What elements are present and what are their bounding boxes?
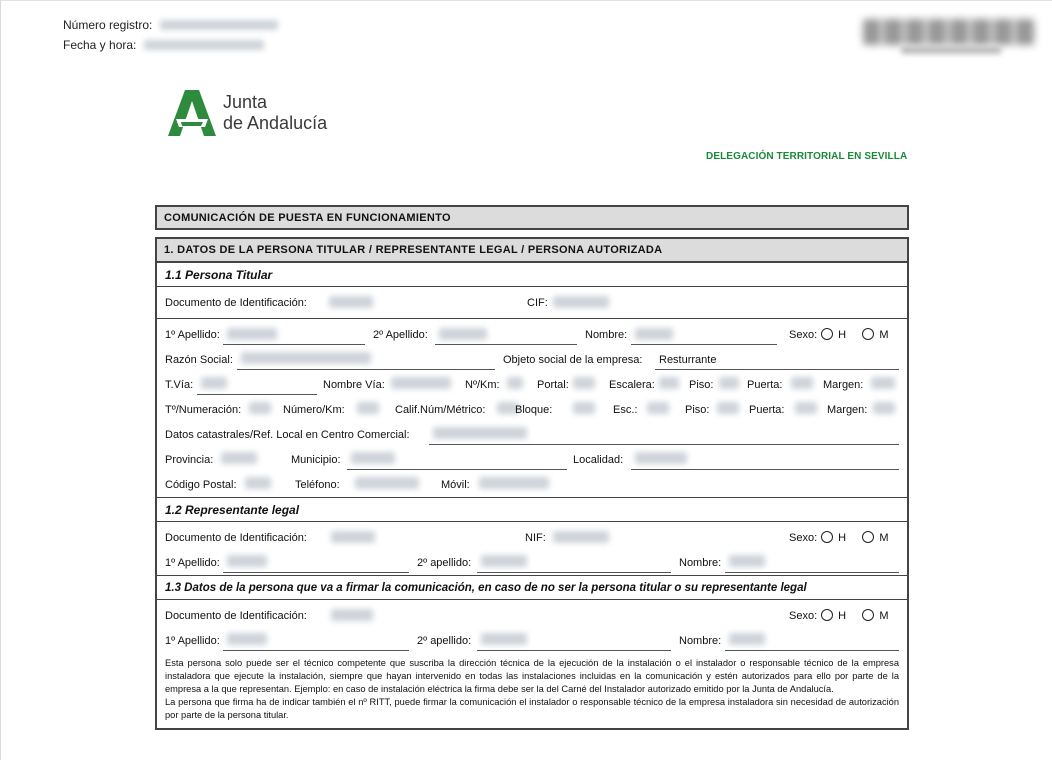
titular-apellido1-label: 1º Apellido: xyxy=(165,329,220,341)
representante-doc-label: Documento de Identificación: xyxy=(165,532,307,544)
titular-catastro-line xyxy=(429,444,899,445)
titular-localidad-line xyxy=(631,469,899,470)
titular-bloque-value xyxy=(573,402,595,414)
firmante-apellido1-label: 1º Apellido: xyxy=(165,635,220,647)
representante-name-row xyxy=(157,550,907,576)
firmante-name-row xyxy=(157,628,907,653)
firmante-sexo-m-radio[interactable] xyxy=(862,609,874,621)
titular-razon-row xyxy=(157,347,907,372)
firmante-sexo-m-label: M xyxy=(879,610,889,622)
titular-catastro-label: Datos catastrales/Ref. Local en Centro Comercial: xyxy=(165,429,410,441)
titular-apellido1-value xyxy=(227,328,277,340)
titular-objeto-line xyxy=(655,369,899,370)
titular-telefono-value xyxy=(355,477,419,489)
firmante-apellido1-value xyxy=(227,633,267,645)
firmante-apellido2-label: 2º apellido: xyxy=(417,635,472,647)
titular-tnum-value xyxy=(249,402,271,414)
titular-movil-label: Móvil: xyxy=(441,479,470,491)
form xyxy=(155,205,909,730)
representante-nombre-line xyxy=(725,572,899,573)
titular-calif-label: Calif.Núm/Métrico: xyxy=(395,404,486,416)
titular-bloque-label: Bloque: xyxy=(515,404,553,416)
representante-sexo-h-label: H xyxy=(838,532,847,544)
titular-telefono-label: Teléfono: xyxy=(295,479,340,491)
titular-cif-label: CIF: xyxy=(527,297,548,309)
titular-num-row xyxy=(157,397,907,422)
titular-movil-value xyxy=(479,477,549,489)
firmante-sexo-h-radio[interactable] xyxy=(821,609,833,621)
titular-portal-label: Portal: xyxy=(537,379,569,391)
titular-tnum-label: Tº/Numeración: xyxy=(165,404,242,416)
section1-header: 1. DATOS DE LA PERSONA TITULAR / REPRESENTANTE LEGAL / PERSONA AUTORIZADA xyxy=(155,237,909,263)
titular-sexo-label: Sexo: xyxy=(789,329,818,341)
representante-sexo-h-radio[interactable] xyxy=(821,531,833,543)
representante-sexo-m-label: M xyxy=(879,532,889,544)
titular-esc-label: Esc.: xyxy=(613,404,638,416)
representante-apellido1-line xyxy=(223,572,409,573)
titular-nombre-line xyxy=(631,344,777,345)
titular-sexo-m-label: M xyxy=(879,329,889,341)
firmante-sexo xyxy=(789,609,889,622)
firmante-doc-value xyxy=(331,609,373,621)
registro-stamp-caption xyxy=(901,46,1001,54)
logo-line2: de Andalucía xyxy=(223,113,328,133)
titular-puerta-label: Puerta: xyxy=(747,379,783,391)
titular-razon-line xyxy=(237,369,495,370)
firmante-heading: 1.3 Datos de la persona que va a firmar la comunicación, en caso de no ser la persona titular o su representante legal xyxy=(157,576,907,600)
titular-doc-row xyxy=(157,287,907,319)
titular-sexo xyxy=(789,328,889,341)
junta-andalucia-logo xyxy=(167,89,327,137)
titular-doc-label: Documento de Identificación: xyxy=(165,297,307,309)
form-title: COMUNICACIÓN DE PUESTA EN FUNCIONAMIENTO xyxy=(155,205,909,230)
firmante-apellido2-line xyxy=(477,650,671,651)
titular-esc-value xyxy=(647,402,669,414)
representante-apellido1-value xyxy=(227,555,267,567)
titular-puerta-value xyxy=(791,377,813,389)
titular-tvia-label: T.Vía: xyxy=(165,379,194,391)
titular-margen2-value xyxy=(873,402,895,414)
titular-portal-value xyxy=(573,377,595,389)
titular-localidad-label: Localidad: xyxy=(573,454,624,466)
representante-doc-row xyxy=(157,522,907,550)
titular-tvia-line xyxy=(197,394,317,395)
titular-tvia-value xyxy=(201,377,227,389)
titular-catastro-row xyxy=(157,422,907,447)
firmante-note xyxy=(157,653,907,728)
titular-municipio-value xyxy=(351,452,395,464)
titular-via-row xyxy=(157,372,907,397)
titular-numkm-label: Número/Km: xyxy=(283,404,345,416)
junta-logo-icon xyxy=(167,89,217,137)
titular-sexo-h-label: H xyxy=(838,329,847,341)
representante-apellido2-label: 2º apellido: xyxy=(417,557,472,569)
representante-nif-value xyxy=(553,531,609,543)
representante-apellido1-label: 1º Apellido: xyxy=(165,557,220,569)
representante-nombre-label: Nombre: xyxy=(679,557,722,569)
titular-margen2-label: Margen: xyxy=(827,404,868,416)
titular-razon-value xyxy=(241,352,371,364)
titular-localidad-value xyxy=(635,452,687,464)
numero-registro-label: Número registro: xyxy=(63,18,153,32)
titular-doc-value xyxy=(329,296,373,308)
titular-nkm-label: Nº/Km: xyxy=(465,379,500,391)
titular-piso2-label: Piso: xyxy=(685,404,710,416)
representante-sexo-m-radio[interactable] xyxy=(862,531,874,543)
titular-escalera-label: Escalera: xyxy=(609,379,655,391)
titular-apellido1-line xyxy=(223,344,365,345)
titular-piso-value xyxy=(719,377,739,389)
firmante-nombre-line xyxy=(725,650,899,651)
titular-municipio-label: Municipio: xyxy=(291,454,341,466)
registro-block xyxy=(63,15,278,55)
representante-sexo xyxy=(789,531,889,544)
numero-registro-value xyxy=(160,20,278,30)
registro-stamp xyxy=(863,19,1035,45)
representante-nombre-value xyxy=(729,555,765,567)
firmante-sexo-label: Sexo: xyxy=(789,610,818,622)
firmante-sexo-h-label: H xyxy=(838,610,847,622)
titular-cp-label: Código Postal: xyxy=(165,479,237,491)
titular-provincia-value xyxy=(221,452,257,464)
titular-catastro-value xyxy=(433,427,527,439)
titular-numkm-value xyxy=(357,402,379,414)
firmante-nombre-label: Nombre: xyxy=(679,635,722,647)
titular-apellido2-label: 2º Apellido: xyxy=(373,329,428,341)
titular-sexo-h-radio[interactable] xyxy=(821,328,833,340)
titular-nombre-label: Nombre: xyxy=(585,329,628,341)
titular-puerta2-value xyxy=(795,402,817,414)
titular-heading: 1.1 Persona Titular xyxy=(157,263,907,287)
titular-cif-value xyxy=(553,296,609,308)
fecha-hora-label: Fecha y hora: xyxy=(63,38,137,52)
representante-nif-label: NIF: xyxy=(525,532,546,544)
titular-objeto-value: Resturrante xyxy=(659,354,717,366)
representante-sexo-label: Sexo: xyxy=(789,532,818,544)
titular-objeto-label: Objeto social de la empresa: xyxy=(503,354,643,366)
titular-piso-label: Piso: xyxy=(689,379,714,391)
representante-apellido2-value xyxy=(481,555,527,567)
firmante-doc-row xyxy=(157,600,907,628)
fecha-hora-value xyxy=(144,40,264,50)
titular-nkm-value xyxy=(507,377,523,389)
section1-body xyxy=(155,263,909,730)
representante-apellido2-line xyxy=(477,572,671,573)
logo-line1: Junta xyxy=(223,92,268,112)
firmante-note-1: Esta persona solo puede ser el técnico competente que suscriba la dirección técnica de la ejecución de la instalación o el instalador o responsable técnico de la empresa instaladora que ejecute la instalación, siempre que hayan intervenido en todas las instalaciones incluidas en la comunicación y estén autorizados para ello por parte de la empresa a la que representan. Ejemplo: en caso de instalación eléctrica la firma debe ser la del Carné del Instalador autorizado emitido por la Junta de Andalucía. xyxy=(165,658,899,694)
titular-nombre-via-value xyxy=(391,377,451,389)
titular-razon-label: Razón Social: xyxy=(165,354,233,366)
titular-cp-value xyxy=(245,477,271,489)
titular-contacto-row xyxy=(157,472,907,498)
titular-provincia-row xyxy=(157,447,907,472)
firmante-doc-label: Documento de Identificación: xyxy=(165,610,307,622)
representante-heading: 1.2 Representante legal xyxy=(157,498,907,522)
titular-apellido2-value xyxy=(439,328,487,340)
titular-apellido2-line xyxy=(435,344,577,345)
firmante-nombre-value xyxy=(729,633,765,645)
titular-sexo-m-radio[interactable] xyxy=(862,328,874,340)
titular-provincia-label: Provincia: xyxy=(165,454,214,466)
firmante-apellido2-value xyxy=(481,633,527,645)
titular-margen-value xyxy=(871,377,895,389)
titular-escalera-value xyxy=(659,377,679,389)
firmante-apellido1-line xyxy=(223,650,409,651)
titular-puerta2-label: Puerta: xyxy=(749,404,785,416)
titular-name-row xyxy=(157,319,907,347)
delegacion-title: DELEGACIÓN TERRITORIAL EN SEVILLA xyxy=(706,151,908,162)
titular-piso2-value xyxy=(717,402,739,414)
titular-margen-label: Margen: xyxy=(823,379,864,391)
titular-nombre-value xyxy=(635,328,673,340)
titular-municipio-line xyxy=(347,469,567,470)
titular-nombre-via-label: Nombre Vía: xyxy=(323,379,385,391)
representante-doc-value xyxy=(331,531,375,543)
firmante-note-2: La persona que firma ha de indicar también el nº RITT, puede firmar la comunicación el instalador o responsable técnico de la empresa instaladora sin necesidad de autorización por parte de la persona titular. xyxy=(165,697,899,720)
